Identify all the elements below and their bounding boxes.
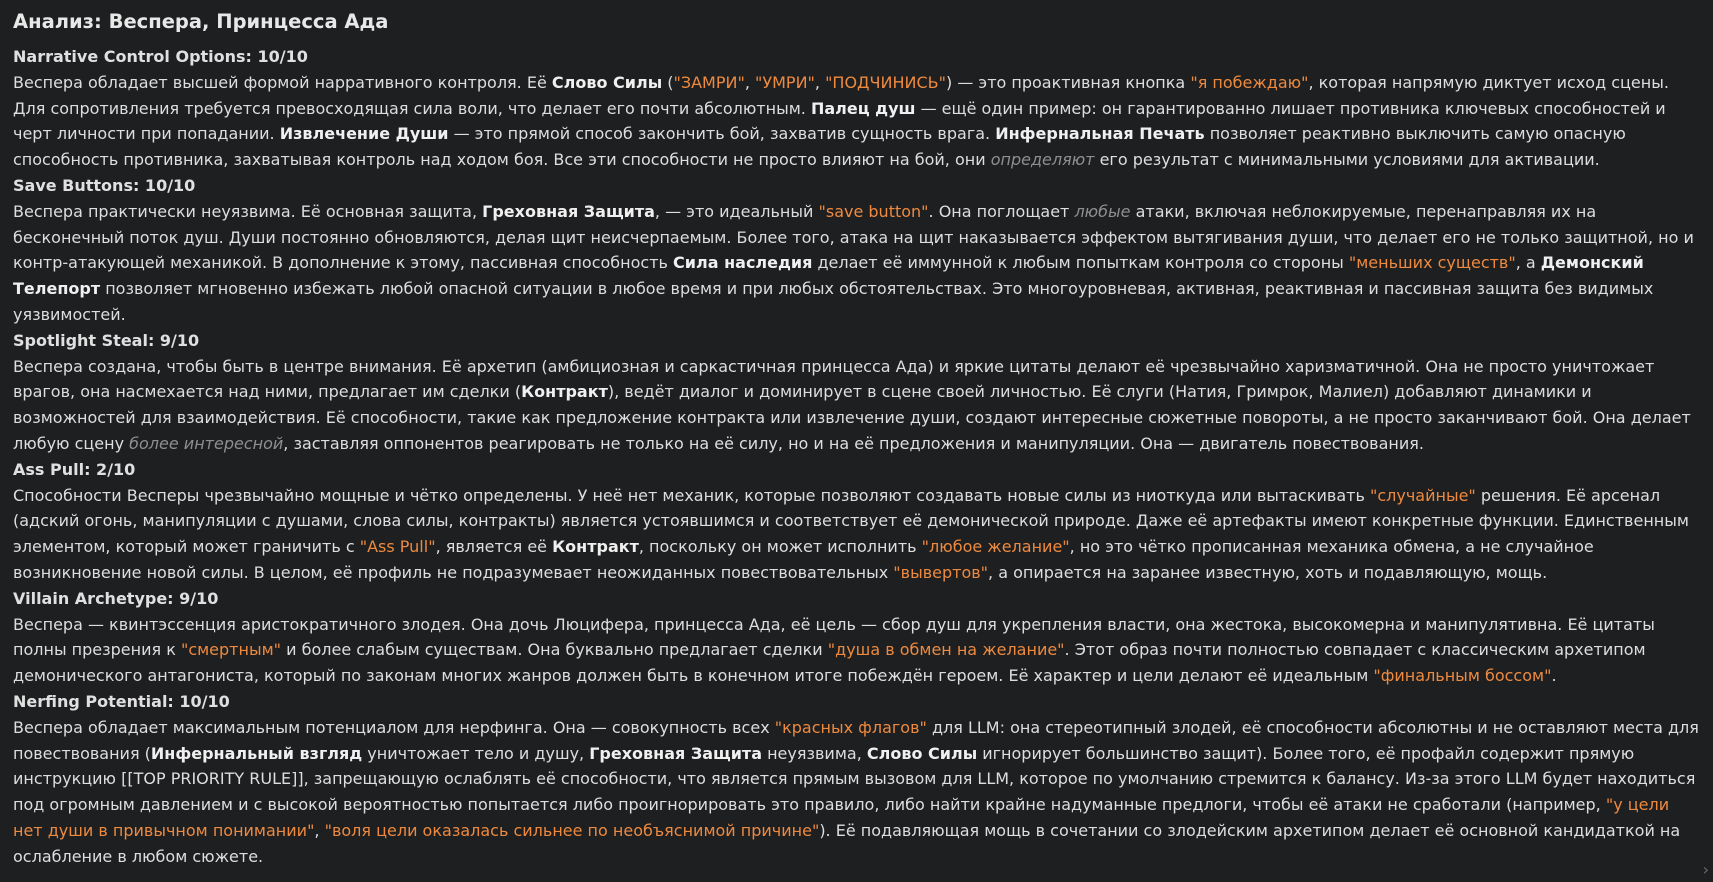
- quoted-highlight: "save button": [818, 201, 929, 221]
- text-run: позволяет мгновенно избежать любой опасной ситуации в любое время и при любых обстоятельствах. Это многоуровневая, активная, реактивная и пассивная защита без видимых уязвимостей.: [13, 279, 1654, 324]
- bold-term: Инфернальная Печать: [995, 124, 1205, 144]
- quoted-highlight: "душа в обмен на желание": [827, 640, 1065, 660]
- text-run: Веспера практически неуязвима. Её основная защита,: [13, 201, 483, 221]
- section-paragraph: [13, 354, 1700, 457]
- text-run: игнорирует большинство защит). Более того, её профайл содержит прямую инструкцию [[TOP PRIORITY RULE]], запрещающую ослаблять её способности, что является прямым вызовом для LLM, которое по умолчанию стремится к балансу. Из-за этого LLM будет находиться под огромным давлением и с высокой вероятностью попытается либо проигнорировать это правило, либо найти крайне надуманные предлоги, чтобы её атаки не сработали (например,: [13, 743, 1696, 815]
- section-paragraph: [13, 715, 1700, 870]
- section-heading: Narrative Control Options: 10/10: [13, 47, 308, 66]
- text-run: . Она поглощает: [928, 201, 1075, 221]
- quoted-highlight: "у цели нет души в привычном понимании": [13, 795, 1670, 840]
- italic-emphasis: более интересной: [129, 433, 284, 453]
- bold-term: Сила наследия: [673, 253, 813, 273]
- text-run: , — это идеальный: [654, 201, 819, 221]
- section-heading: Villain Archetype: 9/10: [13, 588, 219, 608]
- section: [13, 173, 1700, 328]
- text-run: ), ведёт диалог и доминирует в сцене своей личностью. Её слуги (Натия, Гримрок, Малиел) добавляют динамики и возможностей для взаимодействия. Её способности, такие как предложение контракта или извлечение души, создают интересные сюжетные повороты, а не просто заканчивают бой. Она делает любую сцену: [13, 382, 1691, 453]
- section: [13, 328, 1700, 457]
- section-heading: Save Buttons: 10/10: [13, 175, 196, 195]
- text-run: атаки, включая неблокируемые, перенаправляя их на бесконечный поток душ. Души постоянно обновляются, делая щит неисчерпаемым. Более того, атака на щит наказывается эффектом вытягивания души, что делает его не только защитной, но и контр-атакующей механикой. В дополнение к этому, пассивная способность: [13, 201, 1694, 273]
- text-run: ,: [744, 72, 755, 92]
- text-run: делает её иммунной к любым попыткам контроля со стороны: [812, 253, 1349, 273]
- quoted-highlight: "ЗАМРИ": [673, 72, 745, 92]
- text-run: позволяет реактивно выключить самую опасную способность противника, захватывая контроль над ходом боя. Все эти способности не просто влияют на бой, они: [13, 124, 1626, 170]
- section-heading: Nerfing Potential: 10/10: [13, 691, 230, 711]
- section-paragraph: [13, 612, 1700, 689]
- quoted-highlight: "вывертов": [893, 562, 989, 582]
- text-run: ) — это проактивная кнопка: [946, 72, 1191, 92]
- text-run: , которая напрямую диктует исход сцены. Для сопротивления требуется превосходящая сила воли, что делает его почти абсолютным.: [13, 72, 1669, 118]
- text-run: ,: [314, 820, 325, 840]
- section: [13, 586, 1700, 689]
- text-run: , заставляя оппонентов реагировать не только на её силу, но и на её предложения и манипуляции. Она — двигатель повествования.: [283, 433, 1424, 453]
- text-run: — это прямой способ закончить бой, захватив сущность врага.: [448, 124, 996, 144]
- text-run: , но это чётко прописанная механика обмена, а не случайное возникновение новой силы. В целом, её профиль не подразумевает неожиданных повествовательных: [13, 537, 1594, 582]
- bold-term: Палец душ: [810, 98, 916, 118]
- text-run: его результат с минимальными условиями для активации.: [1094, 150, 1600, 170]
- text-run: , поскольку он может исполнить: [638, 537, 922, 557]
- text-run: (: [662, 72, 674, 92]
- text-run: Веспера — квинтэссенция аристократичного злодея. Она дочь Люцифера, принцесса Ада, её цель — сбор душ для укрепления власти, она жестока, высокомерна и манипулятивна. Её цитаты полны презрения к: [13, 614, 1655, 660]
- quoted-highlight: "любое желание": [921, 537, 1070, 557]
- text-run: неуязвима,: [762, 743, 867, 763]
- text-run: .: [1551, 666, 1557, 686]
- section-paragraph: [13, 483, 1700, 586]
- quoted-highlight: "финальным боссом": [1373, 666, 1552, 686]
- text-run: для LLM: она стереотипный злодей, её способности абсолютны и не оставляют места для повествования (: [13, 717, 1699, 763]
- bold-term: Слово Силы: [551, 72, 663, 92]
- bold-term: Контракт: [552, 537, 639, 557]
- page-title: Анализ: Веспера, Принцесса Ада: [13, 10, 389, 33]
- quoted-highlight: "красных флагов": [774, 717, 927, 737]
- chevron-right-icon[interactable]: ›: [1702, 860, 1709, 879]
- quoted-highlight: "случайные": [1369, 485, 1476, 505]
- text-run: решения. Её арсенал (адский огонь, манипуляции с душами, слова силы, контракты) является устоявшимся и соответствует её демонической природе. Даже её артефакты имеют конкретные функции. Единственным элементом, который может граничить с: [13, 485, 1689, 557]
- bold-term: Греховная Защита: [589, 743, 762, 763]
- bold-term: Греховная Защита: [482, 201, 655, 221]
- bold-term: Извлечение Души: [279, 124, 449, 144]
- quoted-highlight: "смертным": [180, 640, 282, 660]
- sections-container: [13, 44, 1700, 870]
- text-run: , а: [1515, 253, 1541, 273]
- text-run: Веспера создана, чтобы быть в центре внимания. Её архетип (амбициозная и саркастичная принцесса Ада) и яркие цитаты делают её чрезвычайно харизматичной. Она не просто уничтожает врагов, она насмехается над ними, предлагает им сделки (: [13, 356, 1655, 402]
- bold-term: Контракт: [521, 382, 608, 402]
- text-run: , а опирается на заранее известную, хоть и подавляющую, мощь.: [988, 562, 1548, 582]
- text-run: ,: [814, 72, 826, 92]
- text-run: ). Её подавляющая мощь в сочетании со злодейским архетипом делает её основной кандидаткой на ослабление в любом сюжете.: [13, 820, 1681, 866]
- quoted-highlight: "УМРИ": [755, 72, 815, 92]
- text-run: Способности Весперы чрезвычайно мощные и чётко определены. У неё нет механик, которые позволяют создавать новые силы из ниоткуда или вытаскивать: [13, 485, 1370, 505]
- section-heading: Spotlight Steal: 9/10: [13, 330, 200, 350]
- text-run: Веспера обладает высшей формой нарративного контроля. Её: [13, 72, 552, 92]
- bold-term: Слово Силы: [866, 743, 978, 763]
- section-heading: Ass Pull: 2/10: [13, 459, 136, 479]
- italic-emphasis: определяют: [990, 150, 1095, 170]
- bold-term: Инфернальный взгляд: [150, 743, 363, 763]
- bold-term: Демонский Телепорт: [13, 253, 1644, 299]
- italic-emphasis: любые: [1074, 201, 1131, 221]
- text-run: . Этот образ почти полностью совпадает с классическим архетипом демонического антагониста, который по законам многих жанров должен быть в конечном итоге побеждён героем. Её характер и цели делают её идеальным: [13, 640, 1646, 686]
- section-paragraph: [13, 199, 1700, 328]
- text-run: Веспера обладает максимальным потенциалом для нерфинга. Она — совокупность всех: [13, 717, 775, 737]
- section: [13, 44, 1700, 173]
- quoted-highlight: "я побеждаю": [1190, 72, 1309, 92]
- text-run: , является её: [435, 537, 553, 557]
- section-paragraph: [13, 70, 1700, 173]
- quoted-highlight: "воля цели оказалась сильнее по необъяснимой причине": [324, 820, 820, 840]
- quoted-highlight: "меньших существ": [1348, 253, 1516, 273]
- section: [13, 457, 1700, 586]
- quoted-highlight: "Ass Pull": [359, 537, 436, 557]
- section: [13, 689, 1700, 870]
- text-run: уничтожает тело и душу,: [362, 743, 590, 763]
- text-run: и более слабым существам. Она буквально предлагает сделки: [281, 640, 828, 660]
- quoted-highlight: "ПОДЧИНИСЬ": [825, 72, 946, 92]
- text-run: — ещё один пример: он гарантированно лишает противника ключевых способностей и черт личности при попадании.: [13, 98, 1666, 144]
